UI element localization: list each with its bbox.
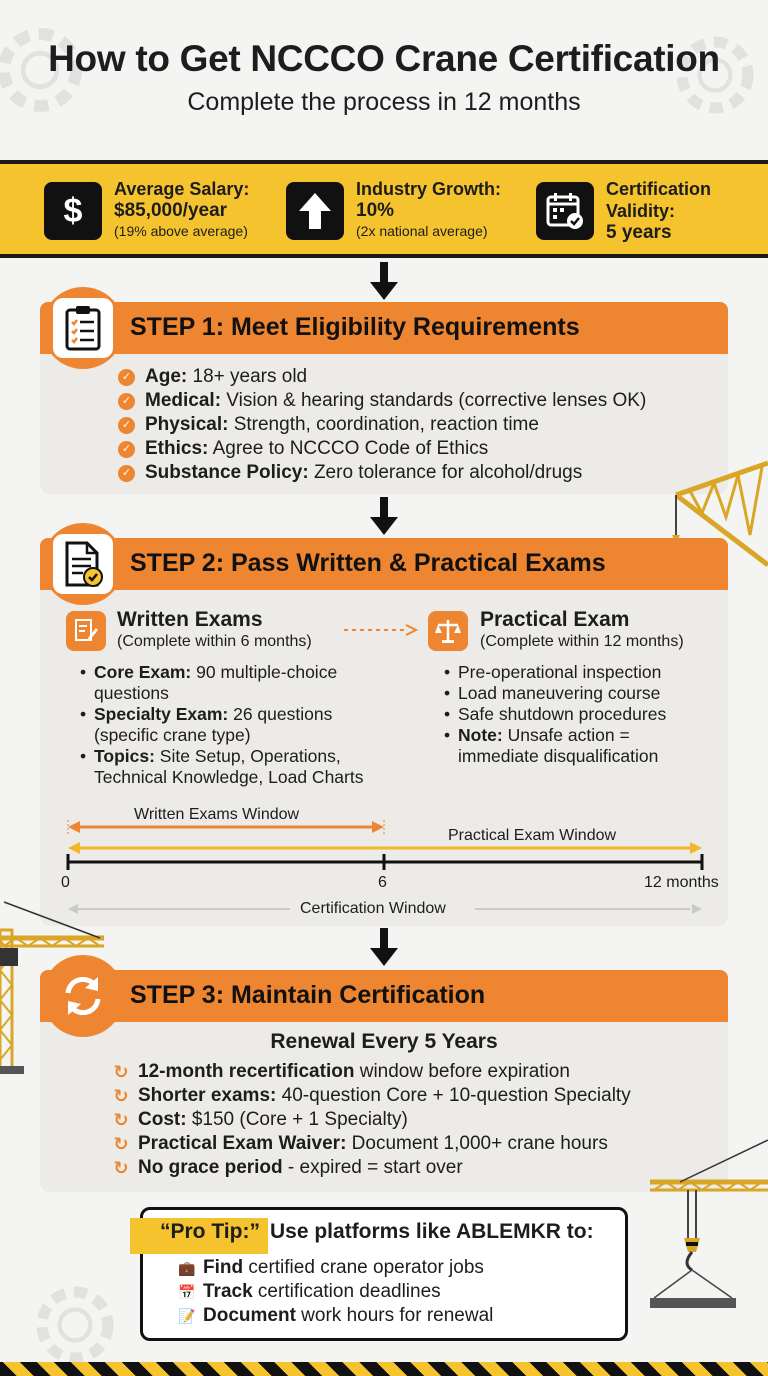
down-arrow-icon [368, 262, 400, 302]
item-label: Shorter exams: [138, 1085, 277, 1106]
memo-icon: 📝 [178, 1308, 196, 1324]
list-item [178, 1304, 493, 1328]
item-text: Safe shutdown procedures [458, 704, 667, 724]
pro-tip-tag: “Pro Tip:” [160, 1220, 260, 1243]
item-label: Physical: [145, 414, 229, 435]
list-item [118, 389, 646, 413]
list-item [78, 662, 378, 704]
list-item [118, 437, 646, 461]
item-label: Cost: [138, 1109, 187, 1130]
item-label: Practical Exam Waiver: [138, 1133, 347, 1154]
item-text: window before expiration [354, 1061, 570, 1082]
list-item [118, 365, 646, 389]
written-exams-list [78, 662, 378, 788]
item-text: Strength, coordination, reaction time [228, 414, 539, 435]
written-exams-title: Written Exams [117, 608, 263, 631]
page-subtitle: Complete the process in 12 months [187, 88, 581, 116]
stat-validity-value: 5 years [606, 222, 672, 243]
item-text: Document 1,000+ crane hours [346, 1133, 608, 1154]
down-arrow-icon [368, 928, 400, 968]
item-text: - expired = start over [282, 1157, 463, 1178]
item-text: certified crane operator jobs [243, 1257, 484, 1278]
dollar-icon: $ [44, 182, 102, 240]
list-item [118, 461, 646, 485]
cert-window-label: Certification Window [300, 900, 446, 917]
stat-validity-title: Certification [606, 179, 712, 199]
stat-growth-title: Industry Growth: [356, 179, 501, 199]
item-label: Find [203, 1257, 244, 1278]
list-item [442, 683, 692, 704]
item-text: $150 (Core + 1 Specialty) [186, 1109, 408, 1130]
item-label: 12-month recertification [138, 1061, 355, 1082]
item-label: Substance Policy: [145, 462, 309, 483]
written-window-label: Written Exams Window [134, 806, 300, 823]
stat-growth-note: (2x national average) [356, 223, 488, 239]
item-label: Track [203, 1281, 253, 1302]
crane-illustration [640, 1130, 768, 1330]
check-icon: ✓ [118, 417, 135, 434]
step3-title: STEP 3: Maintain Certification [130, 981, 486, 1009]
item-text: Zero tolerance for alcohol/drugs [308, 462, 583, 483]
item-label: Ethics: [145, 438, 209, 459]
list-item [112, 1132, 631, 1156]
refresh-icon [42, 955, 124, 1037]
list-item [112, 1156, 631, 1180]
item-text: Site Setup, Operations, Technical Knowledge, Load Charts [94, 746, 364, 787]
list-item [78, 746, 378, 788]
timeline-tick-0: 0 [61, 874, 70, 891]
calendar-check-icon [536, 182, 594, 240]
list-item [112, 1084, 631, 1108]
stat-growth-value: 10% [356, 200, 395, 221]
list-item [442, 725, 692, 767]
pro-tip-text: Use platforms like ABLEMKR to: [270, 1220, 594, 1243]
stat-salary [114, 178, 249, 240]
timeline-tick-12: 12 months [644, 874, 719, 891]
written-exams-note: (Complete within 6 months) [117, 633, 312, 650]
calendar-icon: 📅 [178, 1284, 196, 1300]
item-label: No grace period [138, 1157, 283, 1178]
pencil-document-icon [66, 611, 106, 651]
stats-band [0, 160, 768, 258]
refresh-icon: ↻ [113, 1086, 129, 1106]
step2-title: STEP 2: Pass Written & Practical Exams [130, 549, 606, 577]
item-label: Specialty Exam: [94, 704, 229, 724]
item-text: 26 questions (specific crane type) [94, 704, 338, 745]
refresh-icon: ↻ [113, 1158, 129, 1178]
stat-salary-value: $85,000/year [114, 200, 228, 221]
dotted-arrow-icon [342, 622, 418, 638]
background-gear-icon [20, 1270, 130, 1376]
renewal-heading: Renewal Every 5 Years [270, 1030, 498, 1053]
stat-validity [606, 178, 711, 244]
hazard-stripe [0, 1362, 768, 1376]
practical-exam-list [442, 662, 692, 767]
down-arrow-icon [368, 497, 400, 537]
item-text: 90 multiple-choice questions [94, 662, 343, 703]
clipboard-icon [42, 287, 124, 369]
pro-tip-list [178, 1256, 493, 1328]
stat-growth [356, 178, 501, 240]
refresh-icon: ↻ [113, 1110, 129, 1130]
check-icon: ✓ [118, 465, 135, 482]
crane-scale-icon [428, 611, 468, 651]
item-text: Vision & hearing standards (corrective lenses OK) [221, 390, 647, 411]
item-label: Topics: [94, 746, 155, 766]
list-item [442, 662, 692, 683]
item-text: Load maneuvering course [458, 683, 661, 703]
step1-list [118, 365, 646, 485]
item-text: Unsafe action = immediate disqualification [458, 725, 659, 766]
timeline-tick-6: 6 [378, 874, 387, 891]
list-item [178, 1256, 493, 1280]
item-label: Core Exam: [94, 662, 192, 682]
item-text: 40-question Core + 10-question Specialty [276, 1085, 631, 1106]
item-label: Medical: [145, 390, 222, 411]
item-text: Agree to NCCCO Code of Ethics [208, 438, 489, 459]
list-item [178, 1280, 493, 1304]
up-arrow-icon [286, 182, 344, 240]
list-item [112, 1108, 631, 1132]
check-icon: ✓ [118, 441, 135, 458]
page-title: How to Get NCCCO Crane Certification [48, 38, 720, 79]
document-check-icon [42, 523, 124, 605]
item-text: 18+ years old [187, 366, 308, 387]
item-label: Note: [458, 725, 503, 745]
practical-window-label: Practical Exam Window [448, 827, 617, 844]
list-item [442, 704, 692, 725]
stat-validity-title2: Validity: [606, 201, 676, 221]
stat-salary-note: (19% above average) [114, 223, 248, 239]
practical-exam-title: Practical Exam [480, 608, 630, 631]
item-text: Pre-operational inspection [458, 662, 662, 682]
item-text: work hours for renewal [295, 1305, 494, 1326]
list-item [78, 704, 378, 746]
list-item [118, 413, 646, 437]
stat-salary-title: Average Salary: [114, 179, 250, 199]
check-icon: ✓ [118, 369, 135, 386]
item-label: Document [203, 1305, 296, 1326]
step1-title: STEP 1: Meet Eligibility Requirements [130, 313, 580, 341]
refresh-icon: ↻ [113, 1062, 129, 1082]
refresh-icon: ↻ [113, 1134, 129, 1154]
briefcase-icon: 💼 [178, 1260, 196, 1276]
check-icon: ✓ [118, 393, 135, 410]
step3-list [112, 1060, 631, 1180]
list-item [112, 1060, 631, 1084]
practical-exam-note: (Complete within 12 months) [480, 633, 684, 650]
item-label: Age: [145, 366, 188, 387]
item-text: certification deadlines [252, 1281, 441, 1302]
